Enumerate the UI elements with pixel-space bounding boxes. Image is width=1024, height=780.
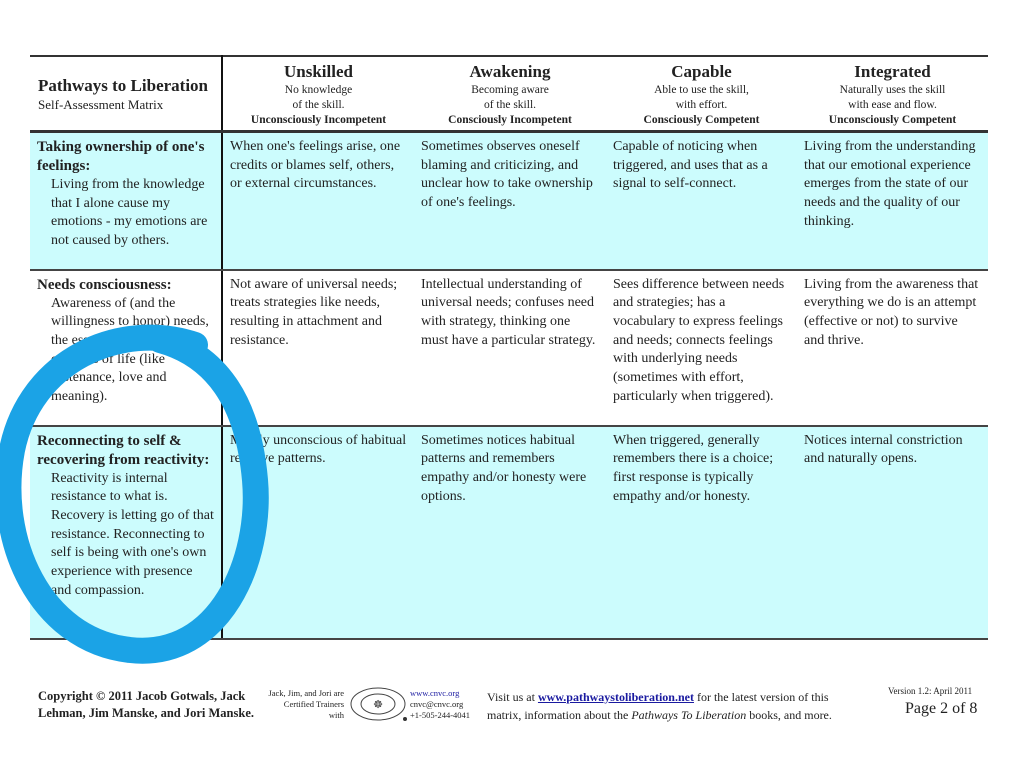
row-label [30, 270, 222, 426]
cnvc-phone: +1-505-244-4041 [410, 710, 471, 720]
col-desc: with effort. [675, 99, 728, 111]
text: books, and more. [746, 708, 832, 722]
certified-trainers [262, 688, 344, 721]
cell: Notices internal constriction and naturally opens. [797, 426, 988, 639]
matrix-title [30, 56, 222, 132]
cell: Intellectual understanding of universal needs; confuses need with strategy, thinking one must have a particular strategy. [414, 270, 606, 426]
row-desc: Living from the knowledge that I alone cause my emotions - my emotions are not caused by others. [51, 177, 208, 249]
col-desc: Able to use the skill, [654, 84, 749, 96]
row-title: Reconnecting to self & recovering from reactivity: [37, 432, 210, 468]
cert-text: Certified Trainers [283, 699, 344, 709]
visit-text [487, 688, 832, 724]
col-level: Consciously Incompetent [448, 114, 572, 126]
table-row [30, 132, 988, 270]
col-desc: of the skill. [292, 99, 345, 111]
book-title: Pathways To Liberation [631, 708, 747, 722]
row-desc: Reactivity is internal resistance to what is. Recovery is letting go of that resistance. Reconnecting to self is being with one's own experience with presence and compassion. [51, 470, 214, 598]
col-desc: Becoming aware [471, 84, 549, 96]
col-level: Consciously Competent [643, 114, 760, 126]
cell: Living from the awareness that everything we do is an attempt (effective or not) to survive and thrive. [797, 270, 988, 426]
table-row [30, 270, 988, 426]
cell: Mostly unconscious of habitual reactive patterns. [222, 426, 414, 639]
cell: When one's feelings arise, one credits or blames self, others, or external circumstances. [222, 132, 414, 270]
cert-text: with [328, 710, 344, 720]
cnvc-link[interactable]: www.cnvc.org [410, 688, 460, 698]
col-title: Unskilled [284, 62, 353, 81]
col-desc: of the skill. [483, 99, 537, 111]
cnvc-logo [348, 686, 408, 722]
website-link[interactable]: www.pathwaystoliberation.net [537, 690, 694, 704]
col-capable [606, 56, 797, 132]
cell: Not aware of universal needs; treats strategies like needs, resulting in attachment and resistance. [222, 270, 414, 426]
cell: Sometimes notices habitual patterns and remembers empathy and/or honesty were options. [414, 426, 606, 639]
cell: Sees difference between needs and strategies; has a vocabulary to express feelings and needs; connects feelings with underlying needs (sometimes with effort, particularly when triggered). [606, 270, 797, 426]
row-title: Needs consciousness: [37, 276, 172, 293]
col-integrated [797, 56, 988, 132]
cell: When triggered, generally remembers there is a choice; first response is typically empathy and/or honesty. [606, 426, 797, 639]
col-desc: Naturally uses the skill [839, 84, 946, 96]
cnvc-contact [410, 688, 470, 721]
title: Pathways to Liberation [38, 76, 208, 95]
col-level: Unconsciously Competent [828, 114, 957, 126]
version: Version 1.2: April 2011 [888, 686, 973, 696]
row-desc: Awareness of (and the willingness to honor) needs, the essential universal qualities of life (like sustenance, love and meaning). [51, 295, 209, 405]
cell: Living from the understanding that our emotional experience emerges from the state of our needs and the quality of our thinking. [797, 132, 988, 270]
table-row [30, 426, 988, 639]
col-awakening [414, 56, 606, 132]
cell: Sometimes observes oneself blaming and criticizing, and unclear how to take ownership of one's feelings. [414, 132, 606, 270]
copyright: Copyright © 2011 Jacob Gotwals, Jack Lehman, Jim Manske, and Jori Manske. [38, 689, 254, 720]
text: matrix, information about the [487, 708, 632, 722]
cell: Capable of noticing when triggered, and uses that as a signal to self-connect. [606, 132, 797, 270]
text: for the latest version of this [693, 690, 829, 704]
col-desc: with ease and flow. [848, 99, 937, 111]
page-number: Page 2 of 8 [905, 700, 978, 717]
col-title: Integrated [854, 62, 931, 81]
col-desc: No knowledge [284, 84, 353, 96]
cert-text: Jack, Jim, and Jori are [268, 688, 344, 698]
self-assessment-matrix [30, 55, 988, 640]
row-title: Taking ownership of one's feelings: [37, 139, 205, 174]
cnvc-email: cnvc@cnvc.org [410, 699, 464, 709]
header-row [30, 56, 988, 132]
row-label [30, 426, 222, 639]
col-unskilled [222, 56, 414, 132]
svg-text:☸: ☸ [373, 699, 383, 711]
col-level: Unconsciously Incompetent [250, 114, 387, 126]
col-title: Capable [671, 62, 732, 81]
text: Visit us at [487, 690, 538, 704]
col-title: Awakening [469, 62, 551, 81]
subtitle: Self-Assessment Matrix [38, 97, 164, 112]
row-label [30, 132, 222, 270]
